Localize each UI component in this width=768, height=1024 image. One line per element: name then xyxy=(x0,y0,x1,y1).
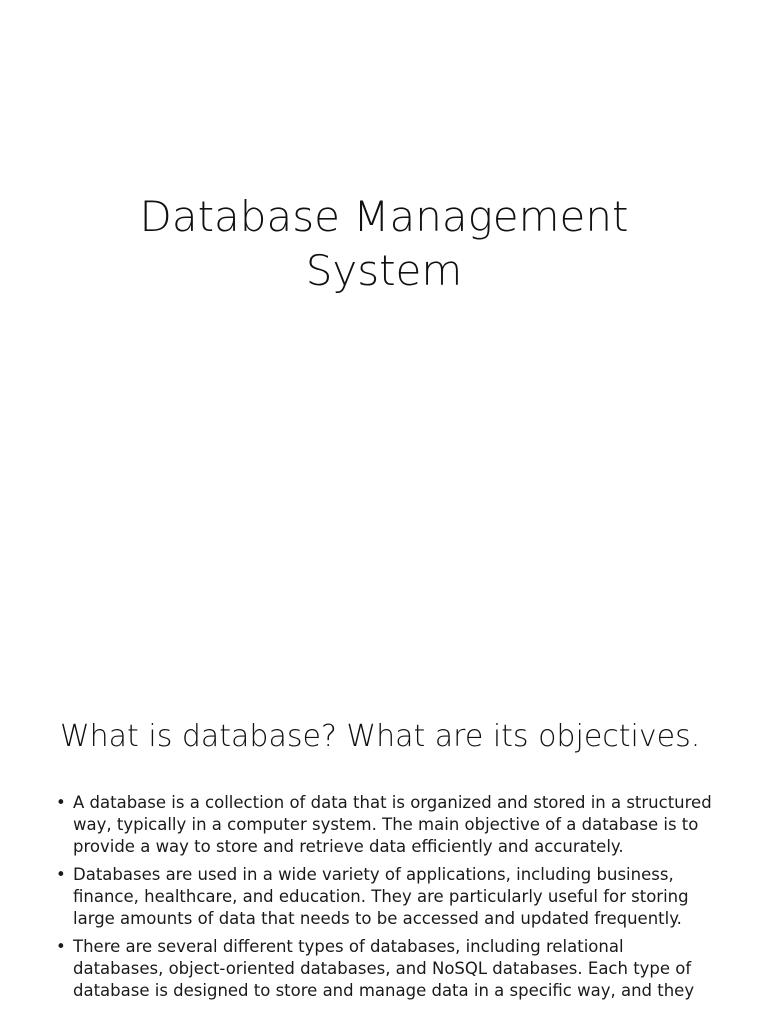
bullet-list xyxy=(56,792,716,1008)
bullet-icon: • xyxy=(56,865,66,884)
slide-title-line-2: System xyxy=(305,246,463,295)
bullet-text: A database is a collection of data that is organized and stored in a structured way, typically in a computer system. The main objective of a database is to provide a way to store and retrieve data efficiently and accurately. xyxy=(73,793,712,856)
bullet-text: There are several different types of databases, including relational databases, object-oriented databases, and NoSQL databases. Each type of database is designed to store and manage data in a specific way, and they xyxy=(73,937,695,1000)
bullet-item xyxy=(56,864,716,930)
slide-heading: What is database? What are its objectives. xyxy=(60,719,701,754)
slide-title xyxy=(0,190,768,298)
bullet-text: Databases are used in a wide variety of applications, including business, finance, healthcare, and education. They are particularly useful for storing large amounts of data that needs to be accessed and updated frequently. xyxy=(73,865,689,928)
bullet-icon: • xyxy=(56,793,66,812)
bullet-item xyxy=(56,936,716,1002)
bullet-icon: • xyxy=(56,937,66,956)
content-slide xyxy=(0,684,768,1024)
bullet-item xyxy=(56,792,716,858)
slide-title-line-1: Database Management xyxy=(139,192,629,241)
